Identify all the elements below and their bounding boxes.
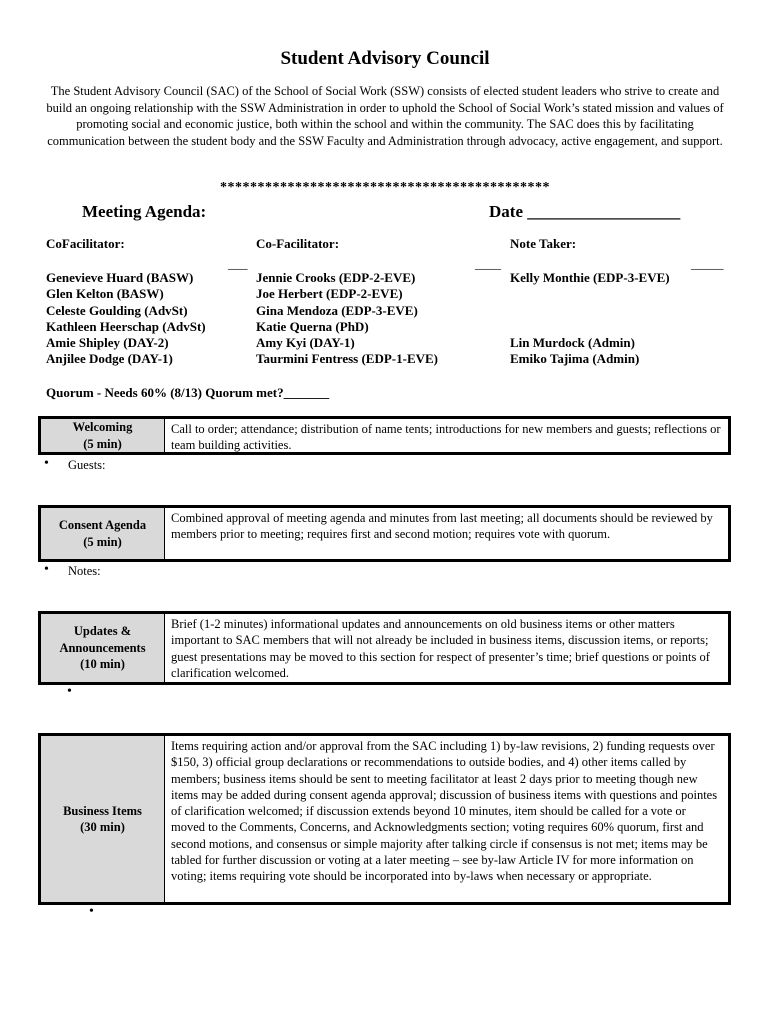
agenda-section-consent: [38, 505, 731, 562]
name-item: Gina Mendoza (EDP-3-EVE): [256, 302, 418, 318]
section-duration: (30 min): [80, 820, 125, 834]
date-field: Date __________________: [489, 202, 681, 221]
section-label: [41, 736, 165, 902]
section-description: Items requiring action and/or approval from the SAC including 1) by-law revisions, 2) funding requests over $150, 3) official group declarations or recommendations to outside bodies, and 4) other items called by members; business items should be sent to meeting facilitator at least 2 days prior to meeting though new items may be added during consent agenda approval; discussion of business items with questions and pointes of clarification welcomed; if discussion extends beyond 10 minutes, item should be called for a vote or moved to the Comments, Concerns, and Acknowledgments section; voting requires 60% quorum, first and second motions, and consensus or simple majority after talking circle if consensus is not met; items may be tabled for further discussion or voting at a later meeting – see by-law Article IV for more information on voting; items requiring vote should be incorporated into by-laws when necessary or appropriate.: [171, 739, 718, 884]
section-label-line: Consent Agenda: [58, 518, 147, 532]
name-item: Anjilee Dodge (DAY-1): [46, 351, 173, 367]
notes-field: Notes:: [68, 564, 101, 578]
section-description: Brief (1-2 minutes) informational updates and announcements on old business items or other matters important to SAC members that will not already be included in business items, discussion items, or reports; guest presentations may be moved to this section for respect of presenter’s time; brief questions or points of clarification welcomed.: [171, 617, 710, 680]
section-label-line: Welcoming: [72, 420, 133, 434]
note-taker-names: [510, 270, 670, 368]
name-item: Katie Querna (PhD): [256, 318, 369, 334]
cofacilitator-names: [46, 270, 206, 368]
name-item: Jennie Crooks (EDP-2-EVE): [256, 270, 416, 285]
section-label-line: Business Items: [63, 803, 142, 818]
note-taker-heading: Note Taker:: [510, 236, 577, 251]
name-item: Lin Murdock (Admin): [510, 335, 635, 351]
section-description: Combined approval of meeting agenda and minutes from last meeting; all documents should be reviewed by members prior to meeting; requires first and second motion; requires vote with quorum.: [171, 511, 713, 542]
bullet-icon: •: [67, 684, 72, 699]
note-taker-blank: _____: [691, 256, 724, 271]
separator: ********************************************: [220, 180, 550, 195]
bullet-icon: •: [89, 904, 94, 919]
cofacilitator-blank: ___: [228, 256, 248, 271]
agenda-section-business: [38, 733, 731, 905]
quorum-line: Quorum - Needs 60% (8/13) Quorum met?_______: [46, 385, 330, 400]
intro-paragraph: The Student Advisory Council (SAC) of the School of Social Work (SSW) consists of elected student leaders who strive to create and build an ongoing relationship with the SSW Administration in order to uphold the School of Social Work’s stated mission and values of promoting social and economic justice, both within the school and within the community. The SAC does this by facilitating communication between the student body and the SSW Faculty and Administration through advocacy, active engagement, and support.: [46, 84, 724, 148]
meeting-agenda-heading: Meeting Agenda:: [82, 202, 207, 221]
bullet-icon: •: [44, 562, 49, 577]
section-duration: (5 min): [83, 436, 122, 451]
name-item: Kathleen Heerschap (AdvSt): [46, 318, 206, 334]
name-item: Celeste Goulding (AdvSt): [46, 302, 188, 318]
name-item: Glen Kelton (BASW): [46, 286, 164, 302]
section-label: [41, 419, 165, 452]
page-title: Student Advisory Council: [280, 48, 490, 69]
name-item: Amie Shipley (DAY-2): [46, 335, 169, 351]
name-item: Kelly Monthie (EDP-3-EVE): [510, 270, 670, 285]
section-label-line: Updates &: [73, 624, 132, 639]
cofacilitator-heading: CoFacilitator:: [46, 236, 125, 251]
agenda-section-updates: [38, 611, 731, 685]
section-label: [41, 508, 165, 559]
section-description: Call to order; attendance; distribution of name tents; introductions for new members and guests; reflections or team building activities.: [171, 422, 721, 453]
section-duration: (10 min): [80, 657, 125, 672]
name-item: Emiko Tajima (Admin): [510, 351, 640, 367]
agenda-section-welcoming: [38, 416, 731, 455]
co-facilitator-names: [256, 270, 438, 368]
name-item: Genevieve Huard (BASW): [46, 270, 194, 285]
name-item: Taurmini Fentress (EDP-1-EVE): [256, 351, 438, 367]
guests-field: Guests:: [68, 458, 106, 472]
bullet-icon: •: [44, 456, 49, 471]
section-duration: (5 min): [83, 534, 122, 549]
section-label: [41, 614, 165, 682]
name-item: Amy Kyi (DAY-1): [256, 335, 355, 351]
co-facilitator-blank: ____: [475, 256, 501, 271]
name-item: Joe Herbert (EDP-2-EVE): [256, 286, 403, 302]
co-facilitator-heading: Co-Facilitator:: [256, 236, 340, 251]
section-label-line: Announcements: [59, 640, 146, 655]
